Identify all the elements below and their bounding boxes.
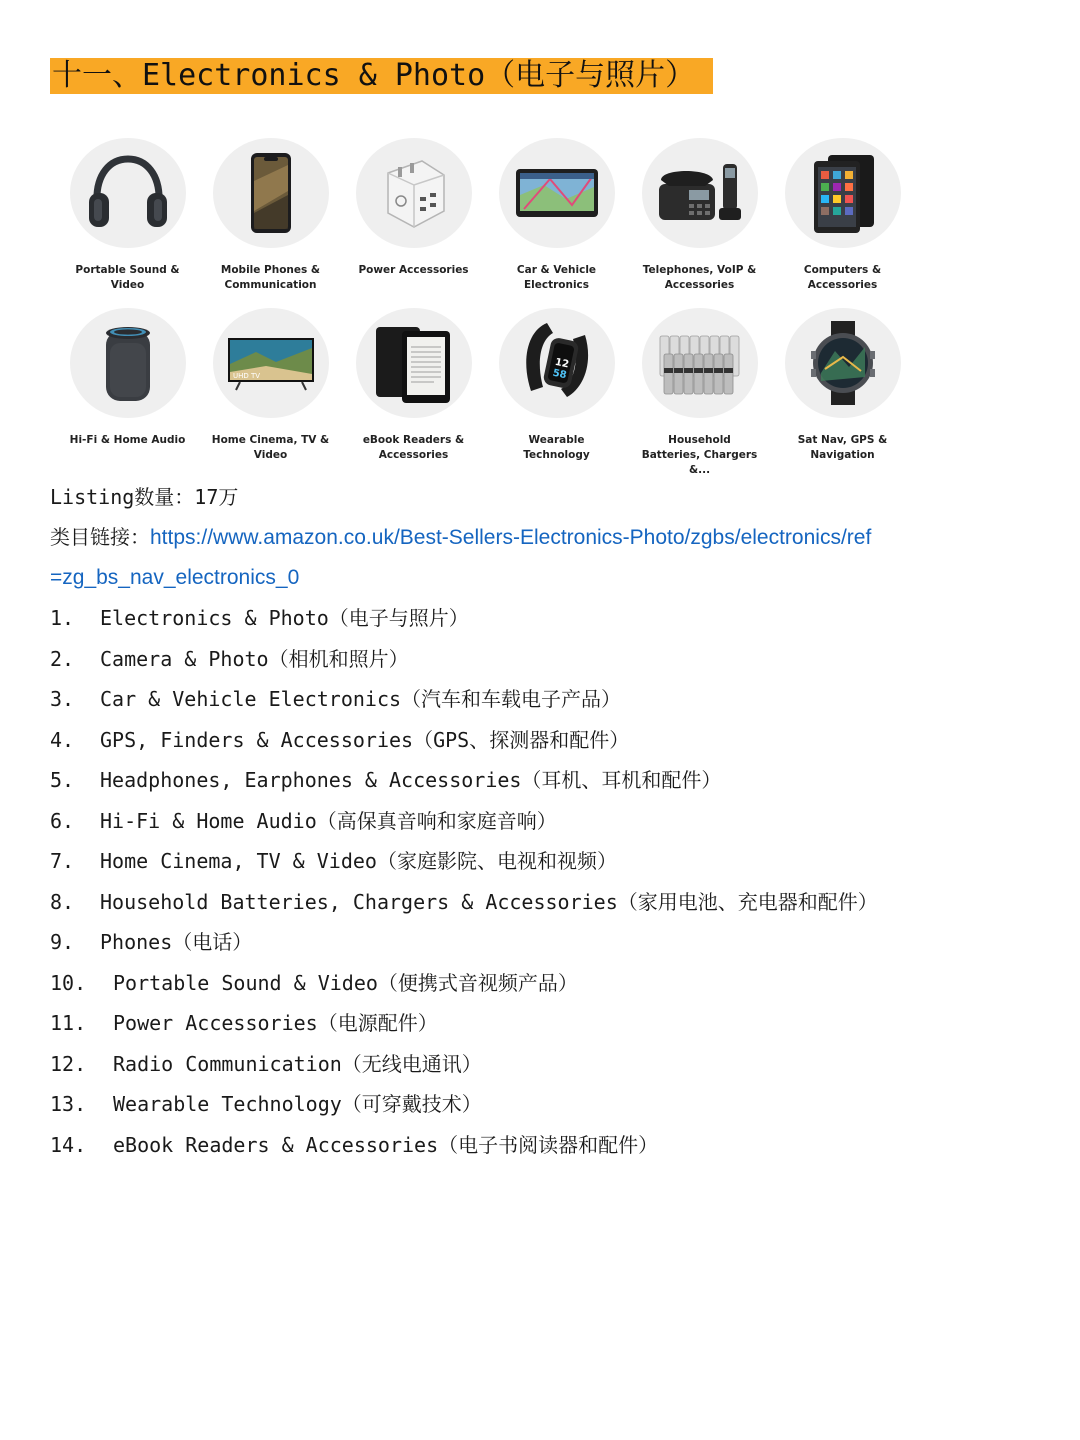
category-sat-nav[interactable] — [771, 308, 914, 478]
list-number: 10. — [50, 970, 87, 995]
list-text: Home Cinema, TV & Video（家庭影院、电视和视频） — [100, 849, 617, 873]
category-row-1 — [56, 138, 916, 308]
list-item — [50, 679, 878, 720]
list-text: GPS, Finders & Accessories（GPS、探测器和配件） — [100, 727, 630, 752]
list-number: 6. — [50, 808, 75, 833]
list-item — [50, 1084, 878, 1125]
ereader-icon — [372, 321, 456, 405]
list-item — [50, 1125, 878, 1166]
category-label: Wearable Technology — [523, 434, 590, 461]
section-title: 十一、Electronics & Photo（电子与照片） — [50, 58, 713, 94]
category-link-url[interactable]: https://www.amazon.co.uk/Best-Sellers-Electronics-Photo/zgbs/electronics/ref — [150, 526, 872, 549]
category-ebook[interactable] — [342, 308, 485, 478]
list-text: Car & Vehicle Electronics（汽车和车载电子产品） — [100, 687, 622, 711]
smartphone-icon — [241, 151, 301, 235]
category-computers[interactable] — [771, 138, 914, 308]
smart-speaker-icon — [100, 323, 156, 403]
list-text: Household Batteries, Chargers & Accessories（家用电池、充电器和配件） — [100, 889, 878, 914]
listing-count-value: 17万 — [194, 485, 239, 509]
list-number: 13. — [50, 1092, 87, 1116]
category-label: Power Accessories — [358, 264, 469, 276]
list-item — [50, 1044, 878, 1085]
category-wearable[interactable] — [485, 308, 628, 478]
list-text: Camera & Photo（相机和照片） — [100, 646, 409, 671]
category-label: Mobile Phones & Communication — [220, 264, 321, 291]
category-image — [499, 138, 615, 248]
gps-watch-icon — [803, 321, 883, 405]
batteries-icon — [656, 328, 744, 398]
list-text: Headphones, Earphones & Accessories（耳机、耳机和配件） — [100, 768, 722, 792]
category-image — [213, 308, 329, 418]
category-mobile-phones[interactable] — [199, 138, 342, 308]
category-image — [642, 138, 758, 248]
category-label: Portable Sound & Video — [75, 264, 180, 291]
category-power-accessories[interactable] — [342, 138, 485, 308]
list-number: 4. — [50, 727, 75, 752]
category-image — [213, 138, 329, 248]
category-label: Home Cinema, TV & Video — [211, 434, 330, 461]
list-text: Radio Communication（无线电通讯） — [113, 1051, 482, 1076]
list-text: Phones（电话） — [100, 930, 253, 954]
category-image — [356, 308, 472, 418]
list-number: 8. — [50, 889, 75, 914]
category-image — [499, 308, 615, 418]
listing-count-label: Listing数量： — [50, 485, 195, 509]
list-item — [50, 841, 878, 882]
list-number: 11. — [50, 1011, 87, 1035]
list-text: Power Accessories（电源配件） — [113, 1011, 438, 1035]
list-item — [50, 760, 878, 801]
list-number: 2. — [50, 646, 75, 671]
list-text: Portable Sound & Video（便携式音视频产品） — [113, 970, 578, 995]
category-link-label: 类目链接： — [50, 525, 150, 549]
category-telephones[interactable] — [628, 138, 771, 308]
fitness-band-icon — [517, 321, 597, 405]
list-item — [50, 639, 878, 680]
category-image — [785, 308, 901, 418]
car-gps-icon — [514, 165, 600, 221]
list-item — [50, 963, 878, 1004]
list-number: 9. — [50, 930, 75, 954]
category-car-vehicle[interactable] — [485, 138, 628, 308]
list-text: eBook Readers & Accessories（电子书阅读器和配件） — [113, 1132, 659, 1157]
list-text: Wearable Technology（可穿戴技术） — [113, 1092, 482, 1116]
list-number: 14. — [50, 1132, 87, 1157]
category-portable-sound[interactable] — [56, 138, 199, 308]
category-label: Car & Vehicle Electronics — [516, 264, 597, 291]
category-batteries[interactable] — [628, 308, 771, 478]
list-item — [50, 598, 878, 639]
list-number: 7. — [50, 849, 75, 873]
category-label: Sat Nav, GPS & Navigation — [797, 434, 888, 461]
tablet-icon — [808, 151, 878, 235]
travel-adapter-icon — [374, 153, 454, 233]
subcategory-list — [50, 598, 878, 1165]
category-link-continuation — [50, 558, 299, 600]
category-label: Computers & Accessories — [803, 264, 882, 291]
category-label: Hi-Fi & Home Audio — [69, 434, 186, 446]
svg-text:UHD TV: UHD TV — [232, 372, 260, 380]
list-item — [50, 720, 878, 761]
category-home-cinema[interactable] — [199, 308, 342, 478]
list-item — [50, 922, 878, 963]
category-grid — [56, 138, 916, 478]
category-label: Telephones, VoIP & Accessories — [642, 264, 757, 291]
category-image — [70, 138, 186, 248]
list-text: Electronics & Photo（电子与照片） — [100, 606, 469, 630]
listing-count-line — [50, 477, 238, 517]
list-item — [50, 801, 878, 842]
list-text: Hi-Fi & Home Audio（高保真音响和家庭音响） — [100, 808, 557, 833]
list-item — [50, 1003, 878, 1044]
category-image — [356, 138, 472, 248]
list-number: 12. — [50, 1051, 87, 1076]
headphones-icon — [85, 153, 171, 233]
category-row-2 — [56, 308, 916, 478]
category-link-line — [50, 517, 871, 558]
list-number: 5. — [50, 768, 75, 792]
svg-text:58: 58 — [551, 367, 568, 382]
category-link-url-continued[interactable]: =zg_bs_nav_electronics_0 — [50, 566, 300, 589]
category-label: Household Batteries, Chargers &... — [641, 434, 758, 476]
category-image — [785, 138, 901, 248]
list-number: 1. — [50, 606, 75, 630]
category-hifi[interactable] — [56, 308, 199, 478]
television-icon — [226, 334, 316, 392]
list-item — [50, 882, 878, 923]
category-label: eBook Readers & Accessories — [362, 434, 465, 461]
list-number: 3. — [50, 687, 75, 711]
desk-phone-icon — [655, 158, 745, 228]
category-image — [642, 308, 758, 418]
category-image — [70, 308, 186, 418]
svg-text:12: 12 — [553, 356, 570, 371]
